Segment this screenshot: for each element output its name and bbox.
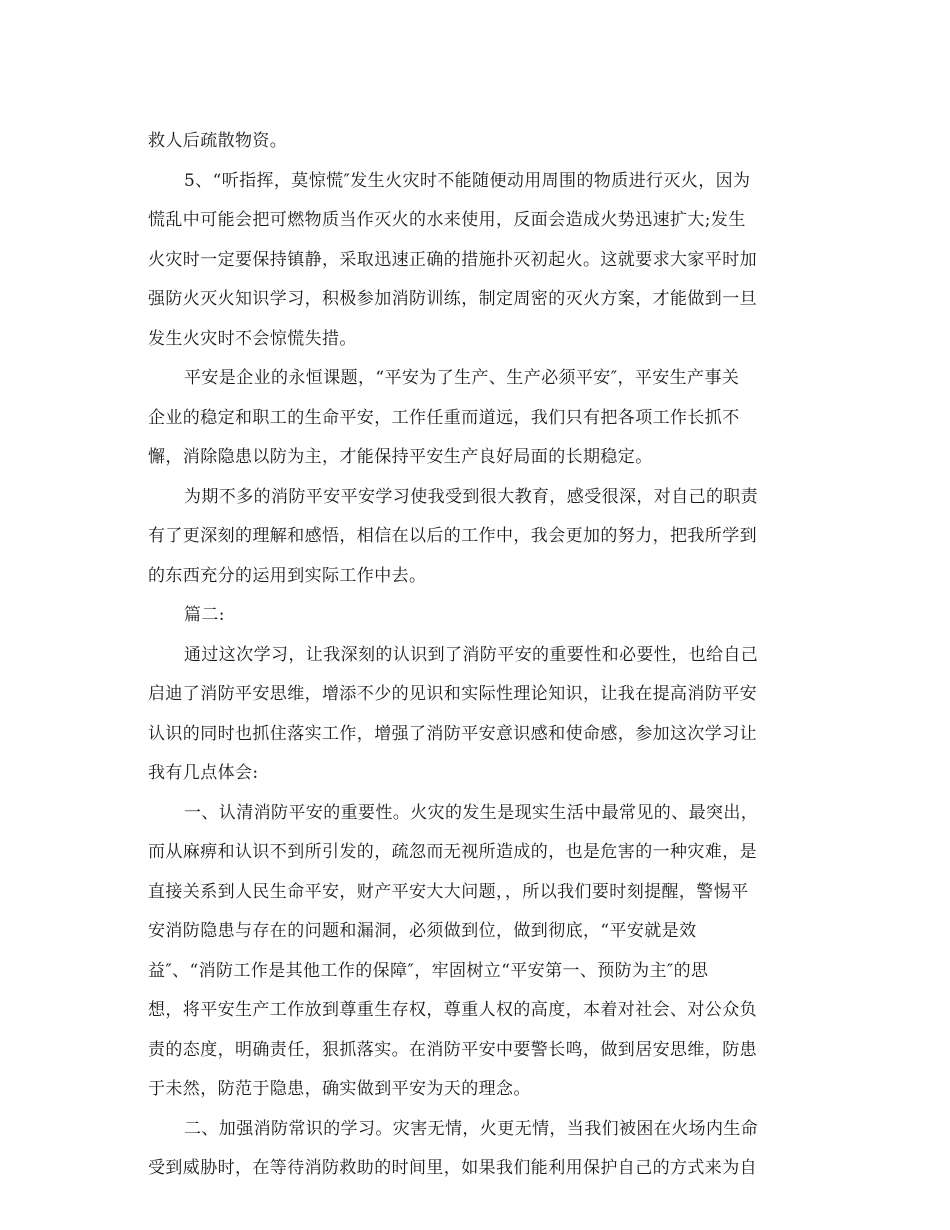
text-line: 平安是企业的永恒课题，“平安为了生产、生产必须平安″，平安生产事关	[184, 368, 740, 388]
text-line: 慌乱中可能会把可燃物质当作灭火的水来使用，反面会造成火势迅速扩大;发生	[148, 210, 746, 230]
text-line: 有了更深刻的理解和感悟，相信在以后的工作中，我会更加的努力，把我所学到	[148, 526, 757, 546]
text-line: 二、加强消防常识的学习。灾害无情，火更无情，当我们被困在火场内生命	[184, 1119, 759, 1139]
text-line: 懈，消除隐患以防为主，才能保持平安生产良好局面的长期稳定。	[148, 447, 653, 467]
text-line: 责的态度，明确责任，狠抓落实。在消防平安中要警长鸣，做到居安思维，防患	[148, 1040, 757, 1060]
text-line: 认识的同时也抓住落实工作，增强了消防平安意识感和使命感，参加这次学习让	[148, 724, 757, 744]
text-line: 益″、“消防工作是其他工作的保障″，牢固树立“平安第一、预防为主″的思	[148, 961, 709, 981]
section-heading: 篇二:	[184, 605, 225, 625]
text-line: 的东西充分的运用到实际工作中去。	[148, 566, 427, 586]
text-line: 强防火灭火知识学习，积极参加消防训练，制定周密的灭火方案，才能做到一旦	[148, 289, 757, 309]
text-line: 想，将平安生产工作放到尊重生存权，尊重人权的高度，本着对社会、对公众负	[148, 1000, 757, 1020]
text-line: 为期不多的消防平安平安学习使我受到很大教育，感受很深，对自己的职责	[184, 487, 759, 507]
text-line: 通过这次学习，让我深刻的认识到了消防平安的重要性和必要性，也给自己	[184, 645, 759, 665]
text-line: 救人后疏散物资。	[148, 131, 288, 151]
text-line: 而从麻痹和认识不到所引发的，疏忽而无视所造成的，也是危害的一种灾难，是	[148, 842, 757, 862]
text-line: 启迪了消防平安思维，增添不少的见识和实际性理论知识，让我在提高消防平安	[148, 684, 757, 704]
text-line: 直接关系到人民生命平安，财产平安大大问题，，所以我们要时刻提醒，警惕平	[148, 882, 749, 902]
text-line: 企业的稳定和职工的生命平安，工作任重而道远，我们只有把各项工作长抓不	[148, 408, 740, 428]
text-line: 于未然，防范于隐患，确实做到平安为天的理念。	[148, 1079, 531, 1099]
text-line: 一、认清消防平安的重要性。火灾的发生是现实生活中最常见的、最突出，	[184, 803, 759, 823]
text-line: 我有几点体会:	[148, 763, 259, 783]
text-line: 安消防隐患与存在的问题和漏洞，必须做到位，做到彻底，“平安就是效	[148, 921, 697, 941]
text-line: 发生火灾时不会惊慌失措。	[148, 329, 357, 349]
text-line: 受到威胁时，在等待消防救助的时间里，如果我们能利用保护自己的方式来为自	[148, 1158, 757, 1178]
text-line: 火灾时一定要保持镇静，采取迅速正确的措施扑灭初起火。这就要求大家平时加	[148, 250, 757, 270]
text-line: 5、“听指挥，莫惊慌″发生火灾时不能随便动用周围的物质进行灭火，因为	[184, 171, 751, 191]
